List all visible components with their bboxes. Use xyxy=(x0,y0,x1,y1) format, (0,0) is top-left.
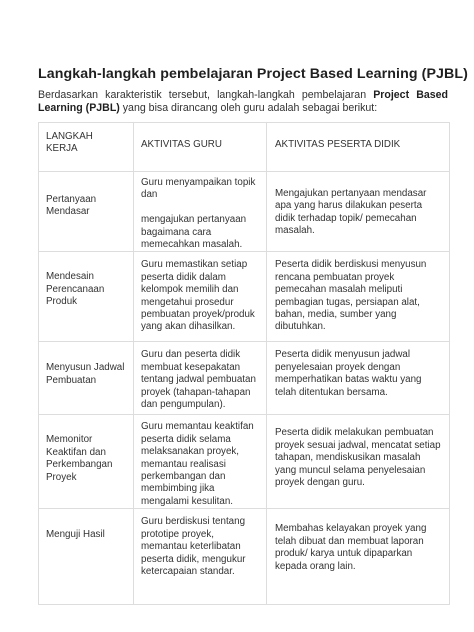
guru-cell xyxy=(134,415,267,509)
intro-paragraph xyxy=(38,89,448,115)
guru-line-2: mengajukan pertanyaan bagaimana cara memecahkan masalah. xyxy=(141,214,247,251)
guru-text: Guru memastikan setiap peserta didik dalam kelompok memilih dan mengetahui prosedur pembuatan proyek/produk yang akan dihasilkan. xyxy=(141,259,255,333)
siswa-text: Peserta didik menyusun jadwal penyelesaian proyek dengan memperhatikan batas waktu yang telah ditentukan bersama. xyxy=(275,349,422,398)
siswa-cell xyxy=(267,509,450,605)
step-cell xyxy=(39,172,134,252)
guru-text: Guru dan peserta didik membuat kesepakatan tentang jadwal pembuatan proyek (tahapan-tahapan dan pengumpulan). xyxy=(141,349,256,411)
table-row xyxy=(39,509,450,605)
intro-suffix: yang bisa dirancang oleh guru adalah sebagai berikut: xyxy=(119,102,378,114)
step-cell xyxy=(39,342,134,415)
guru-text xyxy=(134,172,266,251)
guru-cell xyxy=(134,172,267,252)
guru-cell xyxy=(134,342,267,415)
step-label: Mendesain Perencanaan Produk xyxy=(46,271,105,308)
siswa-cell xyxy=(267,415,450,509)
step-cell xyxy=(39,415,134,509)
guru-cell xyxy=(134,509,267,605)
guru-line-1: Guru menyampaikan topik dan xyxy=(141,177,256,201)
intro-bold-term: Project Based Learning (PJBL) xyxy=(38,89,448,114)
header-aktivitas-peserta-didik xyxy=(267,123,450,172)
step-label: Menguji Hasil xyxy=(46,529,105,541)
header-label: AKTIVITAS PESERTA DIDIK xyxy=(275,139,401,150)
intro-prefix: Berdasarkan karakteristik tersebut, langkah-langkah pembelajaran xyxy=(38,89,374,101)
siswa-cell xyxy=(267,342,450,415)
guru-text: Guru berdiskusi tentang prototipe proyek, memantau keterlibatan peserta didik, mengukur ketercapaian standar. xyxy=(141,516,246,577)
siswa-text: Membahas kelayakan proyek yang telah dibuat dan membuat laporan produk/ karya untuk dipaparkan kepada orang lain. xyxy=(275,523,427,572)
page-title: Langkah-langkah pembelajaran Project Based Learning (PJBL) xyxy=(38,66,468,82)
header-label: LANGKAH KERJA xyxy=(46,131,93,155)
table-row xyxy=(39,415,450,509)
table-row xyxy=(39,252,450,342)
table-row xyxy=(39,172,450,252)
header-langkah-kerja xyxy=(39,123,134,172)
step-label: Menyusun Jadwal Pembuatan xyxy=(46,362,125,386)
table-row xyxy=(39,342,450,415)
step-cell xyxy=(39,252,134,342)
step-cell xyxy=(39,509,134,605)
siswa-cell xyxy=(267,252,450,342)
siswa-text: Mengajukan pertanyaan mendasar apa yang harus dilakukan peserta didik terhadap topik/ pemecahan masalah. xyxy=(275,188,427,237)
table-header-row xyxy=(39,123,450,172)
step-label: Memonitor Keaktifan dan Perkembangan Proyek xyxy=(46,434,113,483)
header-aktivitas-guru xyxy=(134,123,267,172)
siswa-cell xyxy=(267,172,450,252)
siswa-text: Peserta didik berdiskusi menyusun rencana pembuatan proyek pemecahan masalah meliputi pembagian tugas, persiapan alat, bahan, media, sumber yang dibutuhkan. xyxy=(275,259,427,333)
step-label: Pertanyaan Mendasar xyxy=(46,194,97,218)
steps-table xyxy=(38,122,450,605)
guru-cell xyxy=(134,252,267,342)
guru-text: Guru memantau keaktifan peserta didik selama melaksanakan proyek, memantau realisasi perkembangan dan membimbing jika mengalami kesulitan. xyxy=(141,421,254,507)
header-label: AKTIVITAS GURU xyxy=(141,139,222,150)
siswa-text: Peserta didik melakukan pembuatan proyek sesuai jadwal, mencatat setiap tahapan, mendiskusikan masalah yang muncul selama penyelesaian proyek dengan guru. xyxy=(275,427,441,489)
